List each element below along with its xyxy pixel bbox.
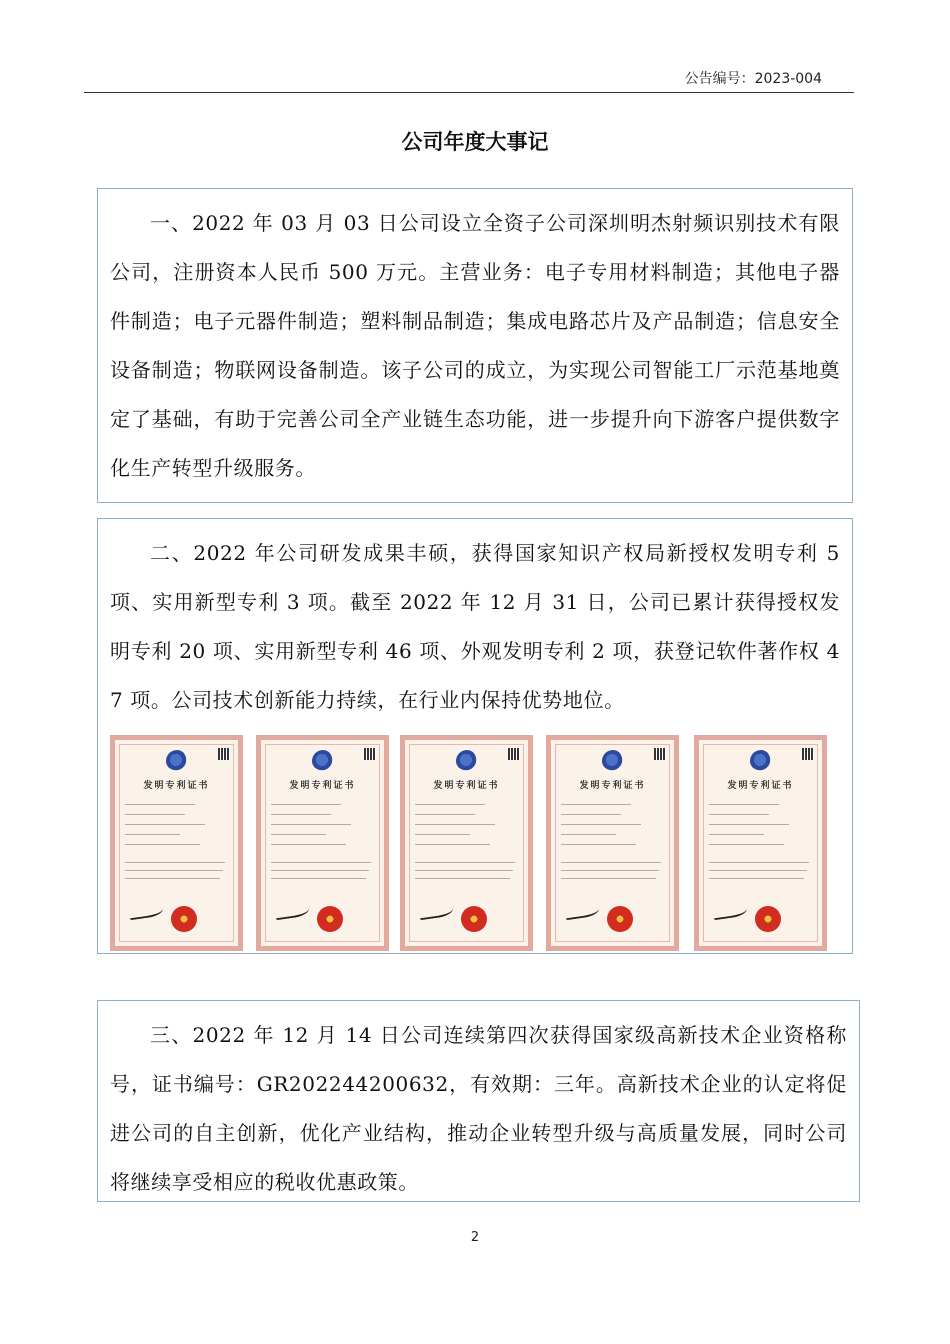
certificate-title: 发明专利证书 bbox=[433, 781, 500, 791]
certificate-title: 发明专利证书 bbox=[143, 781, 210, 791]
qr-code-icon bbox=[802, 748, 814, 760]
patent-certificate bbox=[546, 735, 679, 951]
patent-certificate bbox=[110, 735, 243, 951]
qr-code-icon bbox=[508, 748, 520, 760]
notice-code: 公告编号：2023-004 bbox=[684, 71, 822, 87]
event-text-1: 一、2022 年 03 月 03 日公司设立全资子公司深圳明杰射频识别技术有限公司，注册资本人民币 500 万元。主营业务：电子专用材料制造；其他电子器件制造；电子元器件制造；塑料制品制造；集成电路芯片及产品制造；信息安全设备制造；物联网设备制造。该子公司的成立，为实现公司智能工厂示范基地奠定了基础，有助于完善公司全产业链生态功能，进一步提升向下游客户提供数字化生产转型升级服务。 bbox=[110, 211, 840, 480]
cnipa-logo-icon bbox=[456, 750, 478, 772]
qr-code-icon bbox=[654, 748, 666, 760]
patent-certificate bbox=[694, 735, 827, 951]
cnipa-logo-icon bbox=[312, 750, 334, 772]
national-seal-icon bbox=[317, 906, 343, 932]
patent-certificates bbox=[110, 735, 840, 951]
qr-code-icon bbox=[364, 748, 376, 760]
national-seal-icon bbox=[461, 906, 487, 932]
event-box-1 bbox=[97, 188, 853, 503]
patent-certificate bbox=[400, 735, 533, 951]
national-seal-icon bbox=[755, 906, 781, 932]
page-title: 公司年度大事记 bbox=[401, 130, 549, 154]
national-seal-icon bbox=[171, 906, 197, 932]
qr-code-icon bbox=[218, 748, 230, 760]
cnipa-logo-icon bbox=[750, 750, 772, 772]
cnipa-logo-icon bbox=[602, 750, 624, 772]
event-text-2: 二、2022 年公司研发成果丰硕，获得国家知识产权局新授权发明专利 5 项、实用新型专利 3 项。截至 2022 年 12 月 31 日，公司已累计获得授权发明专利 20 项、实用新型专利 46 项、外观发明专利 2 项，获登记软件著作权 47 项。公司技术创新能力持续，在行业内保持优势地位。 bbox=[110, 541, 840, 712]
certificate-title: 发明专利证书 bbox=[579, 781, 646, 791]
event-box-2 bbox=[97, 518, 853, 954]
cnipa-logo-icon bbox=[166, 750, 188, 772]
certificate-title: 发明专利证书 bbox=[289, 781, 356, 791]
page-number: 2 bbox=[470, 1230, 480, 1245]
certificate-title: 发明专利证书 bbox=[727, 781, 794, 791]
header-rule bbox=[84, 92, 854, 93]
event-box-3 bbox=[97, 1000, 860, 1202]
patent-certificate bbox=[256, 735, 389, 951]
national-seal-icon bbox=[607, 906, 633, 932]
event-text-3: 三、2022 年 12 月 14 日公司连续第四次获得国家级高新技术企业资格称号，证书编号：GR202244200632，有效期：三年。高新技术企业的认定将促进公司的自主创新，优化产业结构，推动企业转型升级与高质量发展，同时公司将继续享受相应的税收优惠政策。 bbox=[110, 1023, 847, 1194]
